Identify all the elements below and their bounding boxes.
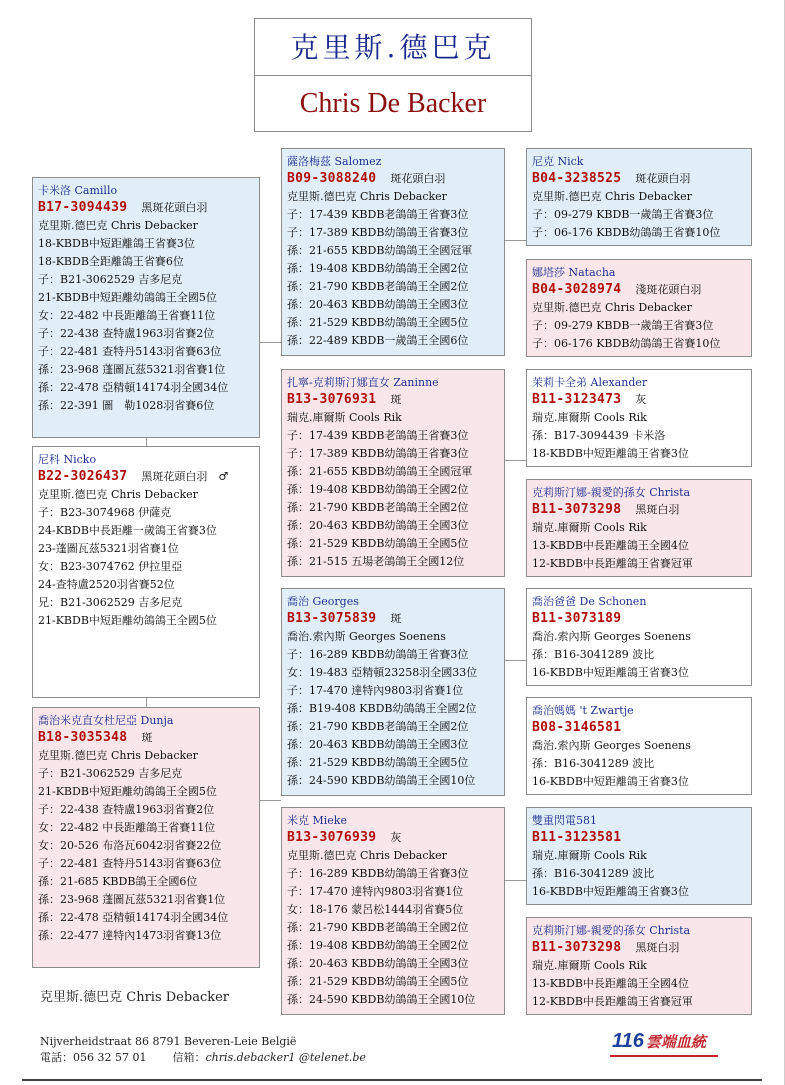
record-line: 女：B23-3074762 伊拉里亞 <box>38 560 183 573</box>
pedigree-card-dam-dam <box>281 807 505 1015</box>
bird-name: 薩洛梅茲 Salomez <box>287 155 382 168</box>
bird-name: 尼科 Nicko <box>38 453 97 466</box>
title-box <box>254 18 532 132</box>
ring-number: B11-3123473 <box>532 392 622 407</box>
pedigree-card-dam-sire <box>281 588 505 796</box>
record-line: 瑞克.庫爾斯 Cools Rik <box>532 411 647 424</box>
record-line: 12-KBDB中長距離鴿王省賽冠軍 <box>532 557 693 570</box>
bird-name: 喬治媽媽 't Zwartje <box>532 704 634 717</box>
record-line: 18-KBDB中短距離鴿王省賽3位 <box>38 237 195 250</box>
record-line: 12-KBDB中長距離鴿王省賽冠軍 <box>532 995 693 1008</box>
bird-name: 茉莉卡全弟 Alexander <box>532 376 648 389</box>
phone-label: 電話： <box>40 1051 73 1064</box>
ring-number: B08-3146581 <box>532 720 622 735</box>
record-line: 孫：21-790 KBDB老鴿鴿王全國2位 <box>287 921 469 934</box>
record-line: 24-查特盧2520羽省賽52位 <box>38 578 175 591</box>
record-line: 女：19-483 亞精頓23258羽全國33位 <box>287 666 478 679</box>
bird-name: 扎寧-克莉斯汀娜直女 Zaninne <box>287 376 439 389</box>
ring-number: B13-3075839 <box>287 611 377 626</box>
pedigree-card-ssd <box>526 259 752 357</box>
plumage-color: 斑 <box>141 731 153 744</box>
record-line: 子：16-289 KBDB幼鴿鴿王省賽3位 <box>287 867 469 880</box>
ring-row <box>38 468 254 486</box>
ring-row <box>532 281 746 299</box>
breeder-address: Nijverheidstraat 86 8791 Beveren-Leie België <box>40 1035 297 1048</box>
record-line: 子：B21-3062529 吉多尼克 <box>38 273 183 286</box>
record-line: 孫：19-408 KBDB幼鴿鴿王全國2位 <box>287 939 469 952</box>
record-line: 瑞克.庫爾斯 Cools Rik <box>532 521 647 534</box>
bird-name: 尼克 Nick <box>532 155 584 168</box>
ring-number: B11-3123581 <box>532 830 622 845</box>
pedigree-card-dds <box>526 807 752 905</box>
plumage-color: 黑斑白羽 <box>635 503 680 516</box>
record-line: 子：22-438 查特盧1963羽省賽2位 <box>38 327 215 340</box>
record-line: 孫：21-790 KBDB老鴿鴿王全國2位 <box>287 720 469 733</box>
pedigree-card-dsd <box>526 697 752 795</box>
ring-row <box>287 610 499 628</box>
record-line: 16-KBDB中短距離鴿王省賽3位 <box>532 885 689 898</box>
record-line: 13-KBDB中長距離鴿王全國4位 <box>532 539 689 552</box>
record-line: 瑞克.庫爾斯 Cools Rik <box>532 849 647 862</box>
plumage-color: 斑花頭白羽 <box>635 172 691 185</box>
connector-line <box>505 240 526 241</box>
ring-number: B13-3076931 <box>287 392 377 407</box>
record-line: 兄：B21-3062529 吉多尼克 <box>38 596 183 609</box>
record-line: 克里斯.德巴克 Chris Debacker <box>532 190 692 203</box>
ring-number: B11-3073298 <box>532 502 622 517</box>
plumage-color: 斑 <box>390 393 402 406</box>
plumage-color: 灰 <box>635 393 647 406</box>
record-line: 克里斯.德巴克 Chris Debacker <box>287 190 447 203</box>
record-line: 孫：B16-3041289 波比 <box>532 867 655 880</box>
record-line: 孫：24-590 KBDB幼鴿鴿王全國10位 <box>287 774 476 787</box>
plumage-color: 黑斑花頭白羽 ♂ <box>141 470 229 483</box>
record-line: 子：17-389 KBDB幼鴿鴿王省賽3位 <box>287 447 469 460</box>
record-line: 喬治.索內斯 Georges Soenens <box>532 739 691 752</box>
plumage-color: 斑花頭白羽 <box>390 172 446 185</box>
bird-name: 喬治 Georges <box>287 595 359 608</box>
ring-number: B22-3026437 <box>38 469 128 484</box>
record-line: 孫：21-529 KBDB幼鴿鴿王全國5位 <box>287 975 469 988</box>
pedigree-card-sss <box>526 148 752 246</box>
record-line: 孫：21-529 KBDB幼鴿鴿王全國5位 <box>287 756 469 769</box>
record-line: 23-蓬圖瓦茲5321羽省賽1位 <box>38 542 179 555</box>
record-line: 21-KBDB中短距離幼鴿鴿王全國5位 <box>38 614 217 627</box>
breeder-contact <box>40 1050 366 1066</box>
ring-row <box>532 391 746 409</box>
record-line: 子：06-176 KBDB幼鴿鴿王省賽10位 <box>532 337 721 350</box>
connector-line <box>260 342 281 343</box>
ring-number: B13-3076939 <box>287 830 377 845</box>
record-line: 女：20-526 布洛瓦6042羽省賽22位 <box>38 839 222 852</box>
bird-name: 喬治米克直女杜尼亞 Dunja <box>38 714 174 727</box>
ring-row <box>532 610 746 628</box>
ring-row <box>38 729 254 747</box>
bird-name: 克莉斯汀娜-親愛的孫女 Christa <box>532 924 691 937</box>
ring-row <box>38 199 254 217</box>
record-line: 孫：21-790 KBDB老鴿鴿王全國2位 <box>287 501 469 514</box>
record-line: 孫：22-478 亞精頓14174羽全國34位 <box>38 911 229 924</box>
connector-line <box>146 438 147 446</box>
record-line: 孫：19-408 KBDB幼鴿鴿王全國2位 <box>287 262 469 275</box>
connector-line <box>146 698 147 707</box>
ring-number: B18-3035348 <box>38 730 128 745</box>
plumage-color: 黑斑白羽 <box>635 941 680 954</box>
pedigree-card-dss <box>526 588 752 686</box>
ring-number: B04-3238525 <box>532 171 622 186</box>
record-line: 孫：23-968 蓬圖瓦茲5321羽省賽1位 <box>38 363 226 376</box>
phone-number: 056 32 57 01 <box>73 1051 147 1064</box>
record-line: 孫：21-655 KBDB幼鴿鴿王全國冠軍 <box>287 465 473 478</box>
record-line: 孫：20-463 KBDB幼鴿鴿王全國3位 <box>287 957 469 970</box>
record-line: 瑞克.庫爾斯 Cools Rik <box>532 959 647 972</box>
record-line: 孫：21-790 KBDB老鴿鴿王全國2位 <box>287 280 469 293</box>
title-chinese: 克里斯.德巴克 <box>255 19 531 76</box>
ring-row <box>287 170 499 188</box>
ring-row <box>532 829 746 847</box>
record-line: 孫：B16-3041289 波比 <box>532 648 655 661</box>
record-line: 16-KBDB中短距離鴿王省賽3位 <box>532 666 689 679</box>
record-line: 孫：22-489 KBDB一歲鴿王全國6位 <box>287 334 469 347</box>
ring-number: B11-3073298 <box>532 940 622 955</box>
ring-row <box>532 719 746 737</box>
record-line: 克里斯.德巴克 Chris Debacker <box>532 301 692 314</box>
record-line: 克里斯.德巴克 Chris Debacker <box>287 849 447 862</box>
record-line: 子：17-389 KBDB幼鴿鴿王省賽3位 <box>287 226 469 239</box>
record-line: 18-KBDB中短距離鴿王省賽3位 <box>532 447 689 460</box>
record-line: 子：B21-3062529 吉多尼克 <box>38 767 183 780</box>
record-line: 21-KBDB中短距離幼鴿鴿王全國5位 <box>38 291 217 304</box>
record-line: 子：22-481 查特丹5143羽省賽63位 <box>38 857 222 870</box>
breeder-name: 克里斯.德巴克 Chris Debacker <box>40 990 230 1005</box>
record-line: 克里斯.德巴克 Chris Debacker <box>38 219 198 232</box>
record-line: 孫：22-478 亞精頓14174羽全國34位 <box>38 381 229 394</box>
plumage-color: 淺斑花頭白羽 <box>635 283 702 296</box>
ring-row <box>287 391 499 409</box>
record-line: 孫：19-408 KBDB幼鴿鴿王全國2位 <box>287 483 469 496</box>
ring-number: B11-3073189 <box>532 611 622 626</box>
logo-number: 116 <box>612 1030 644 1052</box>
pedigree-card-subject <box>32 177 260 438</box>
record-line: 子：17-470 達特內9803羽省賽1位 <box>287 684 464 697</box>
bird-name: 卡米洛 Camillo <box>38 184 118 197</box>
plumage-color: 灰 <box>390 831 402 844</box>
logo-underline <box>610 1055 718 1057</box>
title-english: Chris De Backer <box>299 88 487 119</box>
record-line: 孫：21-515 五場老鴿鴿王全國12位 <box>287 555 465 568</box>
record-line: 孫：B19-408 KBDB幼鴿鴿王全國2位 <box>287 702 477 715</box>
bird-name: 米克 Mieke <box>287 814 347 827</box>
ring-row <box>287 829 499 847</box>
record-line: 孫：22-391 圖 勒1028羽省賽6位 <box>38 399 215 412</box>
bottom-divider <box>22 1079 762 1081</box>
email-label: 信箱： <box>172 1051 206 1064</box>
record-line: 子：16-289 KBDB幼鴿鴿王省賽3位 <box>287 648 469 661</box>
connector-line <box>505 880 526 881</box>
logo-text: 雲端血統 <box>645 1033 706 1051</box>
record-line: 女：22-482 中長距離鴿王省賽11位 <box>38 821 216 834</box>
record-line: 子：09-279 KBDB一歲鴿王省賽3位 <box>532 208 714 221</box>
record-line: 女：22-482 中長距離鴿王省賽11位 <box>38 309 216 322</box>
record-line: 子：22-481 查特丹5143羽省賽63位 <box>38 345 222 358</box>
record-line: 孫：22-477 達特內1473羽省賽13位 <box>38 929 222 942</box>
record-line: 孫：21-529 KBDB幼鴿鴿王全國5位 <box>287 316 469 329</box>
record-line: 子：B23-3074968 伊薩克 <box>38 506 172 519</box>
record-line: 18-KBDB全距離鴿王省賽6位 <box>38 255 184 268</box>
ring-number: B17-3094439 <box>38 200 128 215</box>
record-line: 子：06-176 KBDB幼鴿鴿王省賽10位 <box>532 226 721 239</box>
record-line: 子：22-438 查特盧1963羽省賽2位 <box>38 803 215 816</box>
brand-logo <box>612 1030 706 1056</box>
record-line: 孫：21-685 KBDB鴿王全國6位 <box>38 875 198 888</box>
record-line: 喬治.索內斯 Georges Soenens <box>287 630 446 643</box>
record-line: 16-KBDB中短距離鴿王省賽3位 <box>532 775 689 788</box>
record-line: 子：09-279 KBDB一歲鴿王省賽3位 <box>532 319 714 332</box>
connector-line <box>505 660 526 661</box>
record-line: 孫：21-655 KBDB幼鴿鴿王全國冠軍 <box>287 244 473 257</box>
bird-name: 克莉斯汀娜-親愛的孫女 Christa <box>532 486 691 499</box>
bird-name: 雙重閃電581 <box>532 814 597 827</box>
pedigree-card-ddd <box>526 917 752 1015</box>
record-line: 子：17-439 KBDB老鴿鴿王省賽3位 <box>287 208 469 221</box>
connector-line <box>505 460 526 461</box>
record-line: 孫：20-463 KBDB幼鴿鴿王全國3位 <box>287 298 469 311</box>
pedigree-card-sire <box>32 446 260 698</box>
pedigree-card-sds <box>526 369 752 467</box>
ring-number: B09-3088240 <box>287 171 377 186</box>
record-line: 子：17-439 KBDB老鴿鴿王省賽3位 <box>287 429 469 442</box>
bird-name: 喬治爸爸 De Schonen <box>532 595 647 608</box>
bird-name: 娜塔莎 Natacha <box>532 266 616 279</box>
pedigree-card-dam <box>32 707 260 968</box>
record-line: 孫：20-463 KBDB幼鴿鴿王全國3位 <box>287 738 469 751</box>
record-line: 孫：B17-3094439 卡米洛 <box>532 429 666 442</box>
email-address: chris.debacker1 @telenet.be <box>205 1051 366 1064</box>
record-line: 孫：24-590 KBDB幼鴿鴿王全國10位 <box>287 993 476 1006</box>
record-line: 喬治.索內斯 Georges Soenens <box>532 630 691 643</box>
ring-row <box>532 939 746 957</box>
ring-row <box>532 501 746 519</box>
record-line: 孫：20-463 KBDB幼鴿鴿王全國3位 <box>287 519 469 532</box>
ring-number: B04-3028974 <box>532 282 622 297</box>
record-line: 女：18-176 蒙呂松1444羽省賽5位 <box>287 903 464 916</box>
pedigree-card-sire-sire <box>281 148 505 356</box>
record-line: 瑞克.庫爾斯 Cools Rik <box>287 411 402 424</box>
record-line: 孫：B16-3041289 波比 <box>532 757 655 770</box>
pedigree-card-sdd <box>526 479 752 577</box>
record-line: 克里斯.德巴克 Chris Debacker <box>38 488 198 501</box>
plumage-color: 斑 <box>390 612 402 625</box>
connector-line <box>260 800 281 801</box>
record-line: 21-KBDB中短距離幼鴿鴿王全國5位 <box>38 785 217 798</box>
record-line: 孫：23-968 蓬圖瓦茲5321羽省賽1位 <box>38 893 226 906</box>
pedigree-card-sire-dam <box>281 369 505 577</box>
record-line: 24-KBDB中長距離一歲鴿王省賽3位 <box>38 524 217 537</box>
record-line: 克里斯.德巴克 Chris Debacker <box>38 749 198 762</box>
plumage-color: 黑斑花頭白羽 <box>141 201 208 214</box>
record-line: 孫：21-529 KBDB幼鴿鴿王全國5位 <box>287 537 469 550</box>
ring-row <box>532 170 746 188</box>
record-line: 13-KBDB中長距離鴿王全國4位 <box>532 977 689 990</box>
record-line: 子：17-470 達特內9803羽省賽1位 <box>287 885 464 898</box>
